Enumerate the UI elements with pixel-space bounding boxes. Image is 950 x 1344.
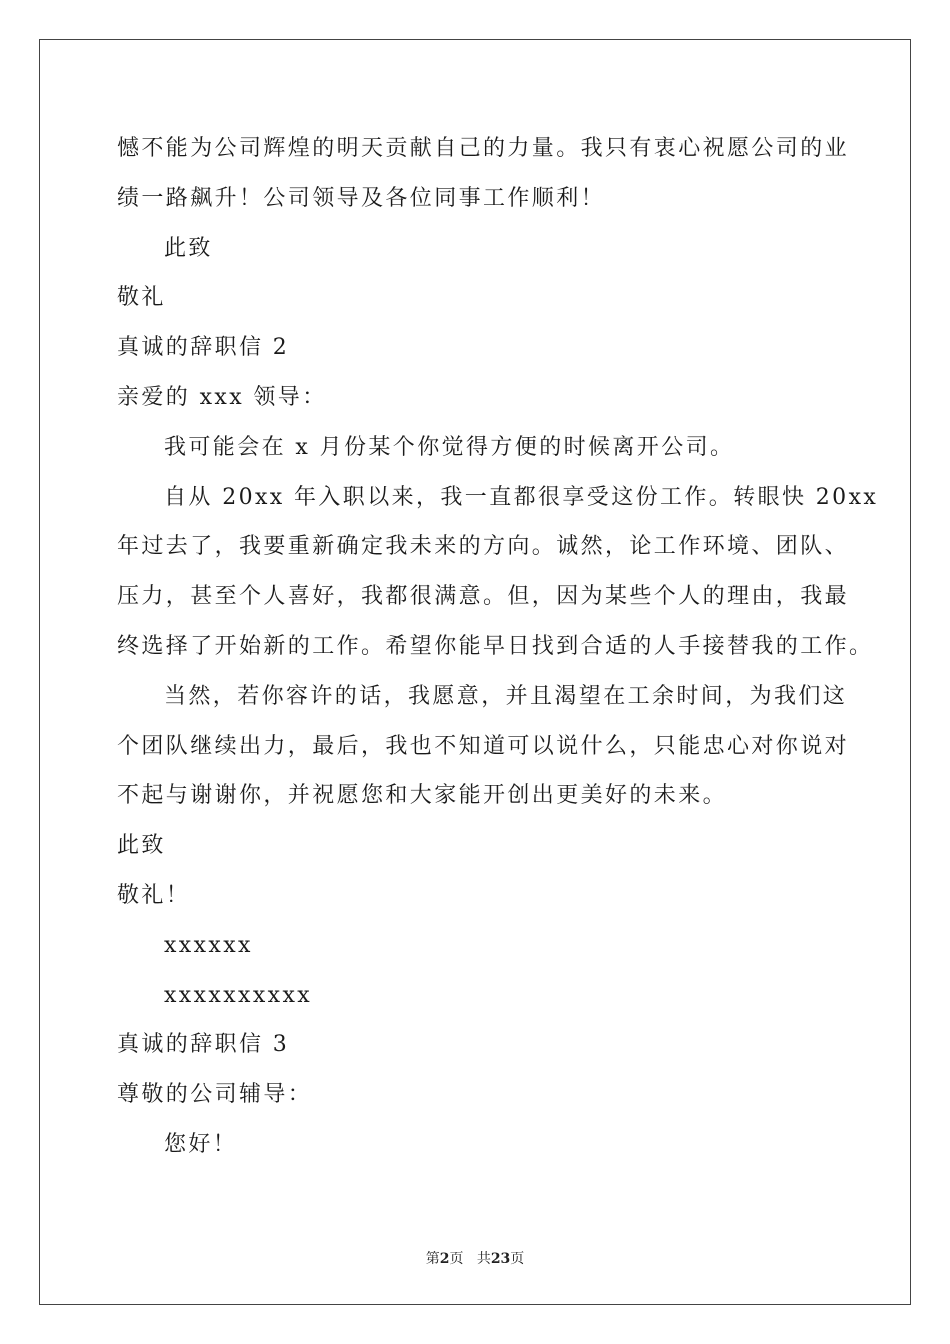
paragraph-line: 压力，甚至个人喜好，我都很满意。但，因为某些个人的理由，我最 bbox=[117, 584, 850, 610]
total-unit: 页 bbox=[510, 1251, 525, 1267]
paragraph-line: 绩一路飙升！公司领导及各位同事工作顺利！ bbox=[117, 185, 606, 211]
page-unit: 页 bbox=[449, 1251, 464, 1267]
closing-regards: 敬礼！ bbox=[117, 882, 191, 908]
page-prefix: 第 bbox=[425, 1251, 440, 1267]
page-total: 23 bbox=[490, 1251, 511, 1267]
page-current: 2 bbox=[439, 1251, 450, 1267]
page-footer bbox=[0, 1248, 950, 1268]
letter-title: 真诚的辞职信 3 bbox=[117, 1032, 290, 1058]
paragraph-line: 年过去了，我要重新确定我未来的方向。诚然，论工作环境、团队、 bbox=[117, 534, 850, 560]
paragraph-line: 终选择了开始新的工作。希望你能早日找到合适的人手接替我的工作。 bbox=[117, 633, 874, 659]
letter-greeting: 亲爱的 xxx 领导： bbox=[117, 384, 327, 410]
paragraph-line: 当然，若你容许的话，我愿意，并且渴望在工余时间，为我们这 bbox=[164, 683, 848, 709]
paragraph-line: 自从 20xx 年入职以来，我一直都很享受这份工作。转眼快 20xx bbox=[164, 484, 879, 510]
paragraph-line: 我可能会在 x 月份某个你觉得方便的时候离开公司。 bbox=[164, 434, 735, 460]
closing-salutation: 此致 bbox=[117, 833, 166, 859]
paragraph-line: 您好！ bbox=[164, 1131, 238, 1157]
signature-name: xxxxxx bbox=[164, 932, 253, 958]
paragraph-line: 憾不能为公司辉煌的明天贡献自己的力量。我只有衷心祝愿公司的业 bbox=[117, 136, 850, 161]
closing-regards: 敬礼 bbox=[117, 285, 166, 311]
document-body bbox=[117, 124, 879, 1170]
signature-date: xxxxxxxxxx bbox=[164, 982, 313, 1008]
paragraph-line: 不起与谢谢你，并祝愿您和大家能开创出更美好的未来。 bbox=[117, 783, 728, 809]
letter-greeting: 尊敬的公司辅导： bbox=[117, 1082, 313, 1108]
closing-salutation: 此致 bbox=[164, 235, 213, 261]
paragraph-line: 个团队继续出力，最后，我也不知道可以说什么，只能忠心对你说对 bbox=[117, 733, 850, 759]
total-prefix: 共 bbox=[476, 1251, 491, 1267]
letter-title: 真诚的辞职信 2 bbox=[117, 335, 290, 361]
